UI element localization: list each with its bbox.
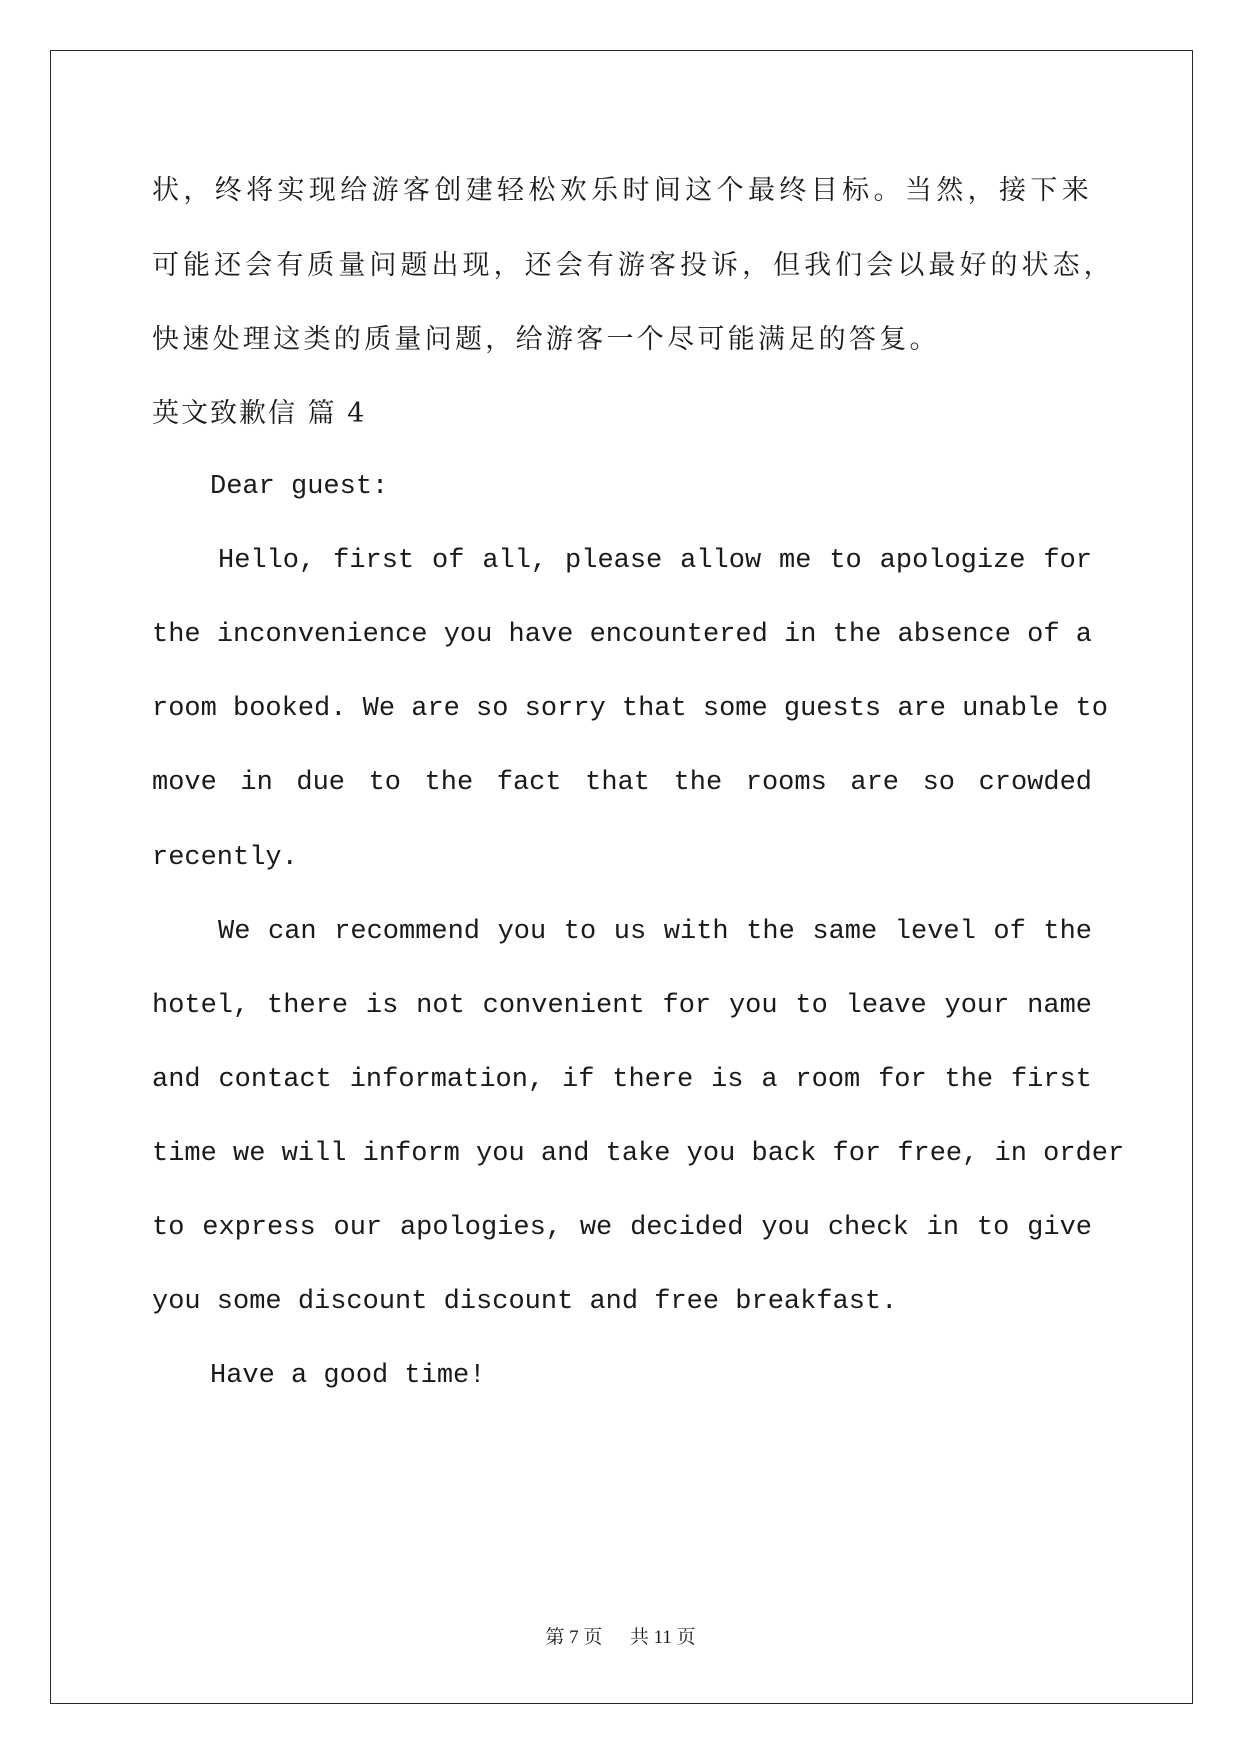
body-text-line: 快速处理这类的质量问题，给游客一个尽可能满足的答复。 — [152, 324, 940, 355]
page-number: 第 7 页 — [545, 1627, 603, 1648]
body-text-line: 状，终将实现给游客创建轻松欢乐时间这个最终目标。当然，接下来 — [152, 175, 1092, 206]
body-text-line: 可能还会有质量问题出现，还会有游客投诉，但我们会以最好的状态， — [152, 250, 1114, 281]
paragraph-line: We can recommend you to us with the same level of the — [218, 917, 1092, 947]
paragraph-line: you some discount discount and free breakfast. — [152, 1287, 898, 1317]
paragraph-line: to express our apologies, we decided you check in to give — [152, 1213, 1092, 1243]
paragraph-line: room booked. We are so sorry that some guests are unable to — [152, 694, 1108, 724]
paragraph-line: hotel, there is not convenient for you to leave your name — [152, 991, 1092, 1021]
closing-line: Have a good time! — [210, 1361, 486, 1391]
paragraph-line: time we will inform you and take you back for free, in order — [152, 1139, 1125, 1169]
page-footer — [0, 1626, 1241, 1650]
section-heading: 英文致歉信 篇 4 — [152, 398, 367, 429]
paragraph-line: and contact information, if there is a room for the first — [152, 1065, 1092, 1095]
paragraph-line: move in due to the fact that the rooms are so crowded — [152, 768, 1092, 798]
paragraph-line: recently. — [152, 843, 298, 873]
salutation: Dear guest: — [210, 472, 389, 502]
page-total: 共 11 页 — [629, 1627, 696, 1648]
paragraph-line: Hello, first of all, please allow me to apologize for — [218, 546, 1092, 576]
paragraph-line: the inconvenience you have encountered in the absence of a — [152, 620, 1092, 650]
